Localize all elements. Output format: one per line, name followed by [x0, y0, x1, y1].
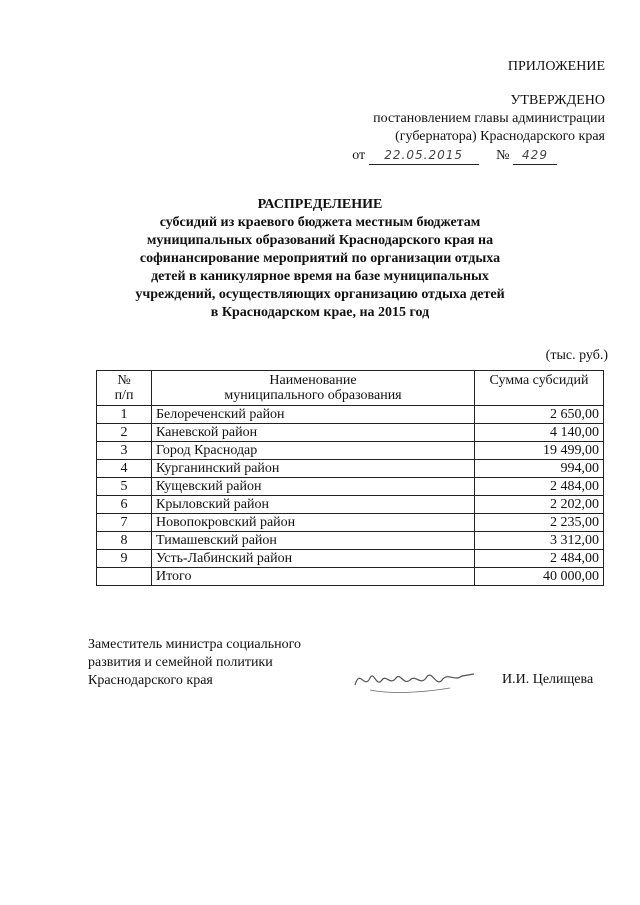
title-heading: РАСПРЕДЕЛЕНИЕ — [257, 197, 383, 212]
subsidy-table — [96, 370, 604, 586]
row-name: Крыловский район — [152, 496, 475, 514]
total-sum: 40 000,00 — [475, 568, 604, 586]
row-num: 2 — [97, 424, 152, 442]
row-sum: 2 235,00 — [475, 514, 604, 532]
signer-title-line: Краснодарского края — [88, 673, 213, 688]
appendix-label: ПРИЛОЖЕНИЕ — [507, 59, 605, 74]
row-sum: 2 650,00 — [475, 406, 604, 424]
col-header-num — [97, 371, 152, 406]
document-title — [0, 196, 640, 322]
approval-line-1: постановлением главы администрации — [373, 111, 605, 126]
approval-date-line — [352, 146, 557, 165]
row-name: Усть-Лабинский район — [152, 550, 475, 568]
row-name: Курганинский район — [152, 460, 475, 478]
row-name: Новопокровский район — [152, 514, 475, 532]
row-sum: 2 202,00 — [475, 496, 604, 514]
title-line: софинансирование мероприятий по организации отдыха — [139, 251, 501, 266]
row-name: Кущевский район — [152, 478, 475, 496]
row-sum: 3 312,00 — [475, 532, 604, 550]
signer-title-line: Заместитель министра социального — [88, 637, 302, 652]
table-row — [97, 442, 604, 460]
table-row — [97, 496, 604, 514]
signature-block — [88, 636, 301, 690]
col-header-name — [152, 371, 475, 406]
number-prefix: № — [496, 148, 510, 163]
col-num-line: № — [117, 373, 131, 388]
row-num: 8 — [97, 532, 152, 550]
table-row — [97, 478, 604, 496]
title-line: детей в каникулярное время на базе муниципальных — [151, 269, 489, 284]
units-label: (тыс. руб.) — [545, 348, 608, 363]
row-num: 7 — [97, 514, 152, 532]
col-name-line: муниципального образования — [224, 388, 402, 403]
signer-name: И.И. Целищева — [502, 672, 594, 687]
date-prefix: от — [352, 148, 366, 163]
approval-block — [352, 92, 605, 165]
row-num: 6 — [97, 496, 152, 514]
table-row — [97, 514, 604, 532]
number-value: 429 — [513, 146, 557, 165]
row-num: 5 — [97, 478, 152, 496]
row-name: Тимашевский район — [152, 532, 475, 550]
table-header-row — [97, 371, 604, 406]
col-name-line: Наименование — [269, 373, 357, 388]
handwritten-signature-icon — [350, 660, 480, 700]
row-num: 3 — [97, 442, 152, 460]
total-num-empty — [97, 568, 152, 586]
row-sum: 2 484,00 — [475, 550, 604, 568]
row-name: Город Краснодар — [152, 442, 475, 460]
row-num: 1 — [97, 406, 152, 424]
row-sum: 4 140,00 — [475, 424, 604, 442]
row-name: Белореченский район — [152, 406, 475, 424]
table-total-row — [97, 568, 604, 586]
row-sum: 994,00 — [475, 460, 604, 478]
row-num: 9 — [97, 550, 152, 568]
table-row — [97, 424, 604, 442]
title-line: учреждений, осуществляющих организацию отдыха детей — [135, 287, 505, 302]
row-sum: 19 499,00 — [475, 442, 604, 460]
title-line: субсидий из краевого бюджета местным бюджетам — [159, 215, 481, 230]
row-name: Каневской район — [152, 424, 475, 442]
row-num: 4 — [97, 460, 152, 478]
approval-line-2: (губернатора) Краснодарского края — [395, 129, 605, 144]
col-header-sum: Сумма субсидий — [475, 371, 604, 406]
table-row — [97, 460, 604, 478]
signer-title-line: развития и семейной политики — [88, 655, 273, 670]
title-line: в Краснодарском крае, на 2015 год — [210, 305, 430, 320]
title-line: муниципальных образований Краснодарского края на — [146, 233, 494, 248]
total-label: Итого — [152, 568, 475, 586]
col-num-line: п/п — [114, 388, 134, 403]
table-row — [97, 550, 604, 568]
date-value: 22.05.2015 — [369, 146, 479, 165]
row-sum: 2 484,00 — [475, 478, 604, 496]
table-row — [97, 532, 604, 550]
approved-label: УТВЕРЖДЕНО — [510, 93, 605, 108]
table-row — [97, 406, 604, 424]
